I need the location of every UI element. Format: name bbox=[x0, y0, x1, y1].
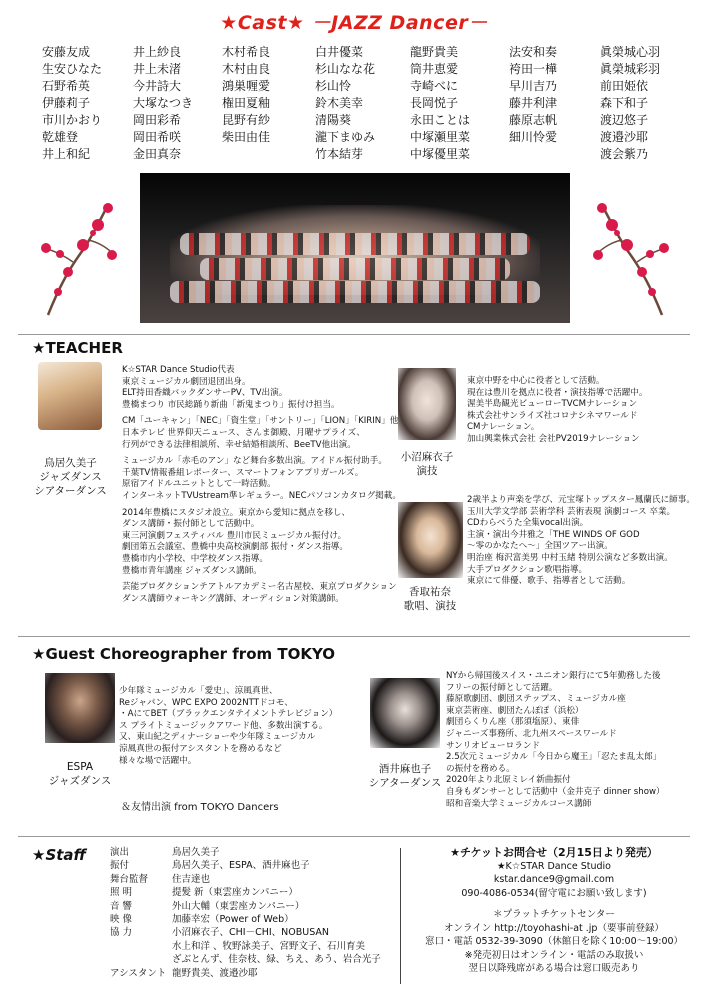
group-photo bbox=[140, 173, 570, 323]
bio-line: 豊橋まつり 市民総踊り新曲「新鬼まつり」振付け担当。 bbox=[122, 399, 340, 410]
staff-row bbox=[110, 846, 381, 859]
sakai-bio bbox=[446, 671, 665, 810]
katori-caption: 香取祐奈 歌唱、演技 bbox=[403, 586, 457, 612]
staff-row bbox=[110, 900, 381, 913]
bio-line: 株式会社サンライズ社コロナシネマワールド bbox=[467, 410, 638, 421]
espa-photo bbox=[45, 673, 115, 743]
espa-bio bbox=[119, 686, 337, 767]
cast-name: 白井優菜 bbox=[315, 45, 364, 59]
cast-name: 細川怜愛 bbox=[509, 130, 558, 144]
teacher-title: ★TEACHER bbox=[32, 339, 123, 357]
cast-name: 永田ことは bbox=[410, 113, 471, 127]
divider bbox=[18, 836, 690, 837]
cast-name: 法安和奏 bbox=[509, 45, 558, 59]
staff-row bbox=[110, 873, 381, 886]
staff-row bbox=[110, 913, 381, 926]
cast-name: 伊藤莉子 bbox=[42, 96, 91, 110]
cast-name: 井上紗良 bbox=[133, 45, 182, 59]
bio-line: 2020年より北原ミレイ新曲振付 bbox=[446, 775, 571, 786]
bio-line: 玉川大学文学部 芸術学科 芸術表現 演劇コース 卒業。 bbox=[467, 506, 676, 517]
cast-name: 前田姫依 bbox=[600, 79, 649, 93]
cast-name: 大塚なつき bbox=[133, 96, 194, 110]
bio-line: 豊橋市青年講座 ジャズダンス講師。 bbox=[122, 565, 262, 576]
cherry-blossom-left-icon bbox=[38, 200, 118, 320]
staff-role: 演出 bbox=[110, 847, 130, 858]
cast-name: 早川吉乃 bbox=[509, 79, 558, 93]
cast-column bbox=[509, 44, 557, 146]
katori-photo bbox=[398, 502, 463, 578]
cast-column bbox=[600, 44, 660, 163]
bio-line: の振付を務める。 bbox=[446, 763, 515, 774]
divider bbox=[400, 848, 401, 984]
bio-line: 昭和音楽大学ミュージカルコース講師 bbox=[446, 798, 592, 809]
ticket-note: （2月15日より発売） bbox=[546, 846, 658, 859]
bio-line: ELT持田香織バックダンサーPV、TV出演。 bbox=[122, 388, 288, 399]
bio-line: 様々な場で活躍中。 bbox=[119, 755, 197, 766]
cast-column bbox=[222, 44, 270, 146]
ticket-email[interactable]: kstar.dance9@gmail.com bbox=[493, 874, 615, 885]
bio-line: ス プライトミュージックアワード他、多数出演する。 bbox=[119, 720, 328, 731]
cast-name: 乾雄登 bbox=[42, 130, 79, 144]
bio-line: インターネットTVUstream準レギュラー。NECパソコンカタログ掲載。 bbox=[122, 490, 401, 501]
cast-name: 木村希良 bbox=[222, 45, 271, 59]
konuma-bio bbox=[467, 376, 647, 446]
bio-line: 明治座 梅沢富美男 中村玉緒 特別公演など多数出演。 bbox=[467, 552, 673, 563]
cast-name: 藤原志帆 bbox=[509, 113, 558, 127]
staff-list bbox=[110, 846, 381, 980]
konuma-caption: 小沼麻衣子 演技 bbox=[400, 451, 454, 477]
cast-name: 石野希英 bbox=[42, 79, 91, 93]
staff-name: 提髪 新（東雲座カンパニー） bbox=[172, 887, 298, 899]
cast-name: 金田真奈 bbox=[133, 147, 182, 161]
cast-name: 清陽葵 bbox=[315, 113, 352, 127]
cast-name: 眞榮城心羽 bbox=[600, 45, 661, 59]
bio-line: ダンス講師ウォーキング講師、オーディション対策講師。 bbox=[122, 593, 344, 604]
bio-line: 東京にて俳優、歌手、指導者として活動。 bbox=[467, 576, 631, 587]
staff-row bbox=[110, 859, 381, 872]
bio-line: 豊橋市内小学校、中学校ダンス指導。 bbox=[122, 553, 268, 564]
cast-name: 長岡悦子 bbox=[410, 96, 459, 110]
bio-line: ～零のかなたへ～」全国ツアー出演。 bbox=[467, 541, 613, 552]
cast-name: 鈴木美幸 bbox=[315, 96, 364, 110]
bio-line: 劇団らくりん座（那須塩原）、東俳 bbox=[446, 717, 580, 728]
cast-name: 杉山怜 bbox=[315, 79, 352, 93]
staff-name: 小沼麻衣子、CHI－CHI、NOBUSAN bbox=[172, 927, 330, 939]
divider bbox=[18, 636, 690, 637]
staff-role bbox=[110, 953, 172, 966]
bio-line: 渥美半島観光ビューローTVCMナレーション bbox=[467, 399, 638, 410]
cast-name: 岡田彩希 bbox=[133, 113, 182, 127]
staff-row bbox=[110, 926, 381, 939]
staff-name: 外山大輔（東雲座カンパニー） bbox=[172, 900, 305, 912]
bio-line: Reジャパン、WPC EXPO 2002NTTドコモ、 bbox=[119, 697, 293, 708]
bio-line: 原宿アイドルユニットとして一時活動。 bbox=[122, 479, 276, 490]
ticket-info bbox=[408, 846, 700, 976]
bio-line: 少年隊ミュージカル「愛史」、涼風真世、 bbox=[119, 686, 278, 696]
bio-line: フリーの振付師として活躍。 bbox=[446, 682, 558, 693]
staff-role: 照 明 bbox=[110, 887, 133, 899]
bio-line: ダンス講師・振付師として活動中。 bbox=[122, 519, 260, 530]
bio-line: ジャニーズ事務所、北九州スペースワールド bbox=[446, 728, 617, 739]
espa-caption: ESPA ジャズダンス bbox=[48, 761, 112, 787]
torii-photo bbox=[38, 362, 102, 430]
bio-line: 千葉TV情報番組レポーター、スマートフォンアプリガールズ。 bbox=[122, 467, 364, 478]
staff-name: 加藤幸宏（Power of Web） bbox=[172, 914, 294, 926]
ticket-online[interactable]: オンライン http://toyohashi-at .jp（要事前登録） bbox=[444, 922, 664, 934]
bio-line: CMナレーション。 bbox=[467, 422, 540, 433]
cast-name: 中塚優里菜 bbox=[410, 147, 471, 161]
pla-title: ＊プラットチケットセンター bbox=[493, 909, 615, 920]
bio-line: 芸能プロダクションテアトルアカデミー名古屋校、東京プロダクション bbox=[122, 582, 397, 593]
cast-column bbox=[133, 44, 193, 163]
staff-name: 住吉達也 bbox=[172, 873, 211, 885]
bio-line: 東京中野を中心に役者として活動。 bbox=[467, 376, 605, 386]
bio-line: 行列ができる法律相談所、幸せ結婚相談所、BeeTV他出演。 bbox=[122, 439, 356, 450]
staff-role bbox=[110, 940, 172, 953]
bio-line: サンリオピューロランド bbox=[446, 740, 541, 751]
ticket-phone: 090-4086-0534(留守電にお願い致します) bbox=[461, 887, 647, 899]
bio-line: 主演・演出今井雅之「THE WINDS OF GOD bbox=[467, 529, 640, 540]
ticket-window: 窓口・電話 0532-39-3090（休館日を除く10:00～19:00） bbox=[424, 936, 684, 947]
cast-column bbox=[410, 44, 470, 163]
torii-bio bbox=[122, 365, 401, 605]
cast-name: 岡田希咲 bbox=[133, 130, 182, 144]
staff-title: ★Staff bbox=[32, 846, 87, 864]
bio-line: 現在は豊川を拠点に役者・演技指導で活躍中。 bbox=[467, 387, 648, 398]
cast-name: 袴田一樺 bbox=[509, 62, 558, 76]
cast-name: 竹本結芽 bbox=[315, 147, 364, 161]
cast-name: 昆野有紗 bbox=[222, 113, 271, 127]
cast-name: 安藤友成 bbox=[42, 45, 91, 59]
cast-name: 井上和紀 bbox=[42, 147, 91, 161]
sakai-photo bbox=[370, 678, 440, 748]
katori-bio bbox=[467, 495, 695, 588]
cast-column bbox=[315, 44, 375, 163]
bio-line: ・AにてBET（ブラックエンタテイメントテレビジョン） bbox=[119, 709, 338, 720]
torii-caption: 鳥居久美子 ジャズダンス シアターダンス bbox=[34, 457, 107, 497]
cast-name: 権田夏釉 bbox=[222, 96, 271, 110]
konuma-photo bbox=[398, 368, 456, 440]
bio-line: 2.5次元ミュージカル「今日から魔王」「忍たま乱太郎」 bbox=[446, 752, 662, 763]
guest-title: ★Guest Choreographer from TOKYO bbox=[32, 645, 336, 663]
bio-line: ミュージカル「赤毛のアン」など舞台多数出演。アイドル振付助手。 bbox=[122, 456, 387, 467]
ticket-note2: 翌日以降残席がある場合は窓口販売あり bbox=[468, 963, 640, 974]
divider bbox=[18, 334, 690, 335]
cast-name: 中塚瀬里菜 bbox=[410, 130, 471, 144]
cast-name: 渡邉沙耶 bbox=[600, 130, 649, 144]
friends-note: ＆友情出演 from TOKYO Dancers bbox=[121, 802, 279, 813]
ticket-title: ★チケットお問合せ bbox=[450, 846, 547, 859]
cast-name: 眞榮城彩羽 bbox=[600, 62, 661, 76]
staff-role: 映 像 bbox=[110, 914, 133, 926]
cast-column bbox=[42, 44, 102, 163]
cast-name: 筒井恵愛 bbox=[410, 62, 459, 76]
staff-name: 龍野貴美、渡邉沙耶 bbox=[172, 967, 258, 979]
staff-name: ざぶとんず、佳奈枝、緑、ちえ、あう、岩合光子 bbox=[172, 954, 381, 966]
staff-role: 舞台監督 bbox=[110, 873, 149, 885]
staff-role: 協 力 bbox=[110, 927, 133, 939]
cast-name: 鴻巣喱愛 bbox=[222, 79, 271, 93]
cast-name: 渡辺悠子 bbox=[600, 113, 649, 127]
cast-name: 藤井利津 bbox=[509, 96, 558, 110]
bio-line: 東京ミュージカル劇団退団出身。 bbox=[122, 376, 251, 387]
sakai-caption: 酒井麻也子 シアターダンス bbox=[368, 763, 442, 789]
staff-name: 鳥居久美子、ESPA、酒井麻也子 bbox=[172, 860, 310, 872]
staff-name: 水上和洋 、牧野詠美子、宮野文子、石川育美 bbox=[172, 940, 366, 952]
cast-name: 井上未渚 bbox=[133, 62, 182, 76]
staff-row bbox=[110, 886, 381, 899]
cast-name: 今井詩大 bbox=[133, 79, 182, 93]
bio-line: 自身もダンサーとして活動中（金井克子 dinner show） bbox=[446, 786, 665, 797]
staff-role: アシスタント bbox=[110, 967, 167, 979]
bio-line: K☆STAR Dance Studio代表 bbox=[122, 365, 235, 375]
cast-name: 生安ひなた bbox=[42, 62, 103, 76]
staff-row bbox=[110, 940, 381, 953]
bio-line: 東三河演劇フェスティバル 豊川市民ミュージカル振付け。 bbox=[122, 530, 347, 541]
staff-role: 振付 bbox=[110, 860, 130, 872]
cast-name: 杉山なな花 bbox=[315, 62, 376, 76]
bio-line: 涼風真世の振付アシスタントを務めるなど bbox=[119, 743, 282, 754]
bio-line: CDわらべうた全集vocal出演。 bbox=[467, 518, 589, 529]
cast-name: 寺崎べに bbox=[410, 79, 459, 93]
ticket-note1: ※発売初日はオンライン・電話のみ取扱い bbox=[464, 949, 644, 961]
cast-name: 瀧下まゆみ bbox=[315, 130, 376, 144]
cast-title: ★Cast★ －JAZZ Dancer－ bbox=[220, 12, 488, 34]
bio-line: NYから帰国後スイス・ユニオン銀行にて5年勤務した後 bbox=[446, 671, 661, 681]
staff-role: 音 響 bbox=[110, 900, 133, 912]
cast-name: 柴田由佳 bbox=[222, 130, 271, 144]
cast-name: 渡会紫乃 bbox=[600, 147, 649, 161]
bio-line: 加山興業株式会社 会社PV2019ナレーション bbox=[467, 433, 640, 444]
bio-line: 藤原歌劇団、劇団ステップス、ミュージカル座 bbox=[446, 694, 626, 705]
bio-line: 東京芸術座、劇団たんぽぽ（浜松） bbox=[446, 705, 584, 716]
bio-line: 2歳半より声楽を学び、元宝塚トップスター鳳蘭氏に師事。 bbox=[467, 495, 695, 505]
staff-name: 鳥居久美子 bbox=[172, 847, 220, 858]
ticket-studio: ★K☆STAR Dance Studio bbox=[497, 860, 611, 872]
bio-line: CM「ユーキャン」「NEC」「資生堂」「サントリー」「LION」「KIRIN」他 bbox=[122, 416, 399, 427]
bio-line: 劇団第五会議室、豊橋中央高校演劇部 振付・ダンス指導。 bbox=[122, 542, 348, 553]
cast-name: 森下和子 bbox=[600, 96, 649, 110]
bio-line: 又、東山紀之ディナーショーや少年隊ミュージカル bbox=[119, 732, 316, 743]
bio-line: 大手プロダクション歌唱指導。 bbox=[467, 564, 588, 575]
cast-name: 木村由良 bbox=[222, 62, 271, 76]
cast-name: 龍野貴美 bbox=[410, 45, 459, 59]
cast-name: 市川かおり bbox=[42, 113, 103, 127]
bio-line: 2014年豊橋にスタジオ設立。東京から愛知に拠点を移し、 bbox=[122, 507, 351, 518]
staff-row bbox=[110, 953, 381, 966]
bio-line: 日本テレビ 世界仰天ニュース、さんま御殿、月曜サプライズ、 bbox=[122, 427, 365, 438]
cherry-blossom-right-icon bbox=[592, 200, 672, 320]
staff-row bbox=[110, 967, 381, 980]
